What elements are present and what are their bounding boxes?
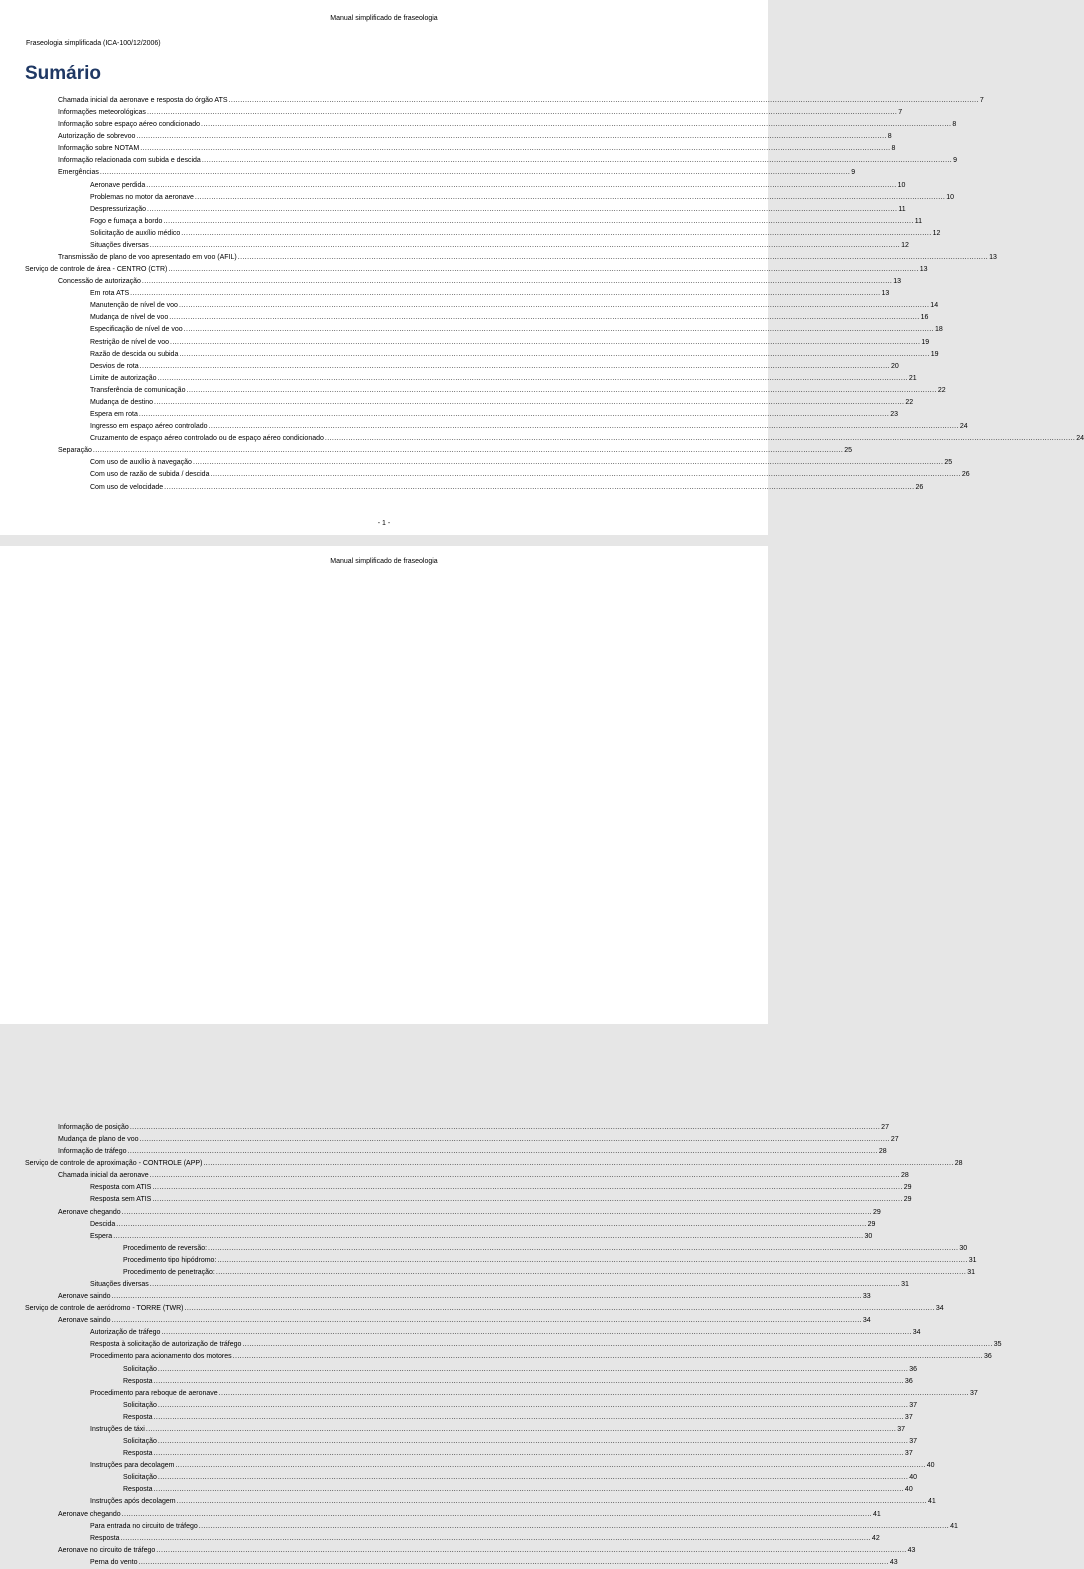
toc-page-number: 8 (952, 121, 957, 129)
toc-entry[interactable] (0, 409, 898, 421)
toc-entry-label: Mudança de nível de voo (90, 314, 169, 322)
toc-page-number: 36 (983, 1353, 992, 1361)
toc-entry-label: Instruções para decolagem (90, 1462, 175, 1470)
toc-entry-label: Cruzamento de espaço aéreo controlado ou de espaço aéreo condicionado (90, 435, 324, 443)
toc-entry[interactable] (0, 155, 958, 167)
toc-entry[interactable] (0, 216, 923, 228)
toc-page-number: 13 (881, 290, 890, 298)
toc-dot-leader (138, 1557, 888, 1569)
toc-page-number: 31 (967, 1268, 975, 1276)
toc-dot-leader (169, 312, 919, 324)
toc-page-number: 30 (864, 1232, 873, 1240)
toc-entry[interactable] (0, 469, 970, 481)
toc-entry-label: Espera (90, 1232, 113, 1240)
toc-page-number: 10 (897, 181, 906, 189)
toc-entry[interactable] (0, 1194, 912, 1206)
toc-dot-leader (142, 276, 892, 288)
table-of-contents (0, 95, 1084, 494)
toc-page-number: 30 (959, 1244, 968, 1252)
toc-page-number: 8 (887, 133, 892, 141)
toc-page-number: 28 (954, 1160, 963, 1168)
page-number-footer: - 1 - (377, 520, 391, 527)
toc-entry[interactable] (0, 300, 939, 312)
document-page-1 (0, 0, 1084, 535)
toc-entry[interactable] (0, 1533, 880, 1545)
toc-dot-leader (150, 240, 900, 252)
toc-page-number: 25 (844, 447, 852, 455)
toc-page-number: 12 (901, 241, 909, 249)
toc-dot-leader (195, 192, 945, 204)
toc-entry-label: Para entrada no circuito de tráfego (90, 1522, 198, 1530)
toc-dot-leader (140, 143, 890, 155)
toc-dot-leader (208, 1243, 958, 1255)
toc-dot-leader (203, 1158, 953, 1170)
toc-entry[interactable] (0, 1448, 913, 1460)
toc-dot-leader (179, 349, 929, 361)
toc-entry[interactable] (0, 1303, 944, 1315)
toc-page-number: 33 (862, 1293, 871, 1301)
toc-dot-leader (152, 1194, 902, 1206)
toc-entry-label: Mudança de plano de voo (58, 1136, 139, 1144)
toc-entry[interactable] (0, 397, 914, 409)
toc-entry[interactable] (0, 1279, 909, 1291)
toc-entry[interactable] (0, 1146, 887, 1158)
toc-entry[interactable] (0, 433, 1084, 445)
toc-entry[interactable] (0, 1122, 889, 1134)
toc-dot-leader (150, 1279, 900, 1291)
toc-dot-leader (122, 1509, 872, 1521)
toc-entry-label: Situações diversas (90, 1281, 149, 1289)
toc-entry-label: Procedimento de penetração: (123, 1268, 215, 1276)
toc-entry[interactable] (0, 1243, 968, 1255)
toc-page-number: 25 (944, 459, 953, 467)
toc-entry-label: Serviço de controle de aeródromo - TORRE (TWR) (25, 1305, 184, 1313)
toc-entry[interactable] (0, 1376, 913, 1388)
toc-entry-label: Procedimento de reversão: (123, 1244, 208, 1252)
toc-dot-leader (154, 1412, 904, 1424)
toc-page-number: 42 (871, 1534, 880, 1542)
toc-entry-label: Procedimento tipo hipódromo: (123, 1256, 217, 1264)
toc-entry[interactable] (0, 457, 953, 469)
toc-dot-leader (154, 1484, 904, 1496)
toc-dot-leader (181, 228, 931, 240)
toc-entry-label: Informação relacionada com subida e descida (58, 157, 201, 165)
toc-dot-leader (154, 397, 904, 409)
toc-entry-label: Aeronave chegando (58, 1208, 121, 1216)
toc-page-number: 13 (989, 254, 997, 262)
toc-entry-label: Desvios de rota (90, 362, 139, 370)
toc-entry-label: Fogo e fumaça a bordo (90, 217, 163, 225)
toc-entry[interactable] (0, 1327, 921, 1339)
toc-page-number: 21 (908, 374, 917, 382)
toc-entry-label: Resposta sem ATIS (90, 1196, 152, 1204)
toc-page-number: 11 (898, 205, 906, 213)
toc-entry[interactable] (0, 1231, 873, 1243)
toc-entry-label: Resposta (90, 1534, 120, 1542)
toc-page-number: 37 (909, 1438, 917, 1446)
toc-dot-leader (154, 1376, 904, 1388)
toc-entry[interactable] (0, 1315, 871, 1327)
toc-entry[interactable] (0, 143, 896, 155)
toc-entry-label: Informação de posição (58, 1124, 129, 1131)
toc-dot-leader (186, 385, 936, 397)
toc-page-number: 13 (919, 266, 928, 274)
toc-entry-label: Resposta (123, 1377, 153, 1385)
toc-entry[interactable] (0, 1339, 1002, 1351)
toc-page-number: 37 (970, 1389, 978, 1397)
toc-entry-label: Solicitação (123, 1438, 157, 1446)
toc-dot-leader (179, 300, 929, 312)
toc-entry[interactable] (0, 1182, 912, 1194)
toc-page-number: 14 (930, 302, 939, 310)
toc-page-number: 28 (878, 1148, 887, 1156)
page-title: Sumário (25, 63, 102, 84)
toc-page-number: 35 (993, 1341, 1002, 1349)
toc-entry[interactable] (0, 1521, 958, 1533)
toc-entry-label: Resposta com ATIS (90, 1184, 152, 1192)
toc-dot-leader (233, 1351, 983, 1363)
toc-entry[interactable] (0, 1484, 913, 1496)
toc-dot-leader (146, 180, 896, 192)
toc-dot-leader (210, 469, 960, 481)
toc-page-number: 29 (903, 1184, 912, 1192)
toc-entry[interactable] (0, 1364, 917, 1376)
toc-entry[interactable] (0, 1351, 992, 1363)
toc-dot-leader (140, 1134, 890, 1146)
toc-entry-label: Aeronave saindo (58, 1293, 111, 1301)
toc-page-number: 26 (961, 471, 970, 479)
toc-page-number: 20 (890, 362, 899, 370)
toc-page-number: 27 (881, 1124, 889, 1131)
toc-entry-label: Informação de tráfego (58, 1148, 127, 1156)
toc-entry-label: Descida (90, 1220, 116, 1228)
toc-entry-label: Mudança de destino (90, 398, 154, 406)
toc-dot-leader (146, 1424, 896, 1436)
toc-entry[interactable] (0, 1412, 913, 1424)
toc-page-number: 36 (909, 1365, 917, 1373)
toc-entry[interactable] (0, 1400, 917, 1412)
toc-page-number: 27 (890, 1136, 899, 1144)
toc-page-number: 13 (893, 278, 902, 286)
toc-entry-label: Resposta (123, 1486, 153, 1494)
toc-entry-label: Procedimento para acionamento dos motores (90, 1353, 232, 1361)
toc-dot-leader (122, 1207, 872, 1219)
toc-entry[interactable] (0, 119, 957, 131)
toc-dot-leader (112, 1315, 862, 1327)
toc-dot-leader (201, 119, 951, 131)
toc-entry[interactable] (0, 1170, 909, 1182)
toc-page-number: 26 (915, 483, 924, 491)
running-header: Manual simplificado de fraseologia (330, 15, 438, 22)
toc-page-number: 22 (905, 398, 914, 406)
toc-page-number: 31 (968, 1256, 977, 1264)
toc-page-number: 36 (904, 1377, 913, 1385)
toc-page-number: 43 (889, 1558, 898, 1566)
toc-entry-label: Perna do vento (90, 1558, 138, 1566)
toc-entry-label: Serviço de controle de área - CENTRO (CTR) (25, 266, 168, 274)
toc-entry-label: Restrição de nível de voo (90, 338, 169, 346)
toc-page-number: 23 (890, 411, 898, 419)
toc-entry-label: Problemas no motor da aeronave (90, 193, 194, 201)
toc-dot-leader (175, 1460, 925, 1472)
toc-page-number: 40 (926, 1462, 935, 1470)
toc-page-number: 37 (909, 1401, 917, 1409)
toc-page-number: 29 (903, 1196, 912, 1204)
toc-entry-label: Instruções de táxi (90, 1425, 145, 1433)
toc-page-number: 24 (959, 423, 968, 431)
toc-dot-leader (130, 1122, 880, 1134)
toc-dot-leader (121, 1533, 871, 1545)
document-page-2 (0, 546, 1002, 1566)
toc-dot-leader (116, 1219, 866, 1231)
toc-entry[interactable] (0, 1207, 881, 1219)
toc-page-number: 19 (921, 338, 930, 346)
toc-page-number: 7 (898, 109, 903, 117)
toc-dot-leader (150, 1170, 900, 1182)
toc-page-number: 11 (914, 217, 923, 225)
toc-entry[interactable] (0, 131, 892, 143)
toc-entry[interactable] (0, 1424, 906, 1436)
toc-dot-leader (93, 445, 843, 457)
toc-dot-leader (164, 482, 914, 494)
toc-page-number: 28 (901, 1172, 909, 1180)
toc-entry[interactable] (0, 1460, 935, 1472)
toc-entry[interactable] (0, 1255, 977, 1267)
toc-entry-label: Serviço de controle de aproximação - CONTROLE (APP) (25, 1160, 203, 1168)
toc-entry[interactable] (0, 167, 856, 179)
document-subtitle: Fraseologia simplificada (ICA-100/12/2006) (26, 40, 161, 47)
toc-entry-label: Manutenção de nível de voo (90, 302, 178, 310)
toc-dot-leader (158, 1436, 908, 1448)
toc-entry[interactable] (0, 482, 924, 494)
toc-entry[interactable] (0, 1496, 936, 1508)
toc-entry-label: Instruções após decolagem (90, 1498, 176, 1506)
toc-page-number: 29 (873, 1208, 881, 1216)
toc-dot-leader (184, 1303, 934, 1315)
toc-entry-label: Resposta (123, 1450, 153, 1458)
toc-entry[interactable] (0, 1267, 975, 1279)
toc-page-number: 34 (912, 1329, 921, 1337)
toc-dot-leader (168, 264, 918, 276)
toc-dot-leader (209, 421, 959, 433)
toc-entry[interactable] (0, 1158, 963, 1170)
toc-dot-leader (158, 1364, 908, 1376)
toc-entry-label: Solicitação (123, 1365, 157, 1373)
toc-entry-label: Em rota ATS (90, 290, 130, 298)
toc-page-number: 19 (930, 350, 939, 358)
toc-dot-leader (219, 1388, 969, 1400)
toc-entry[interactable] (0, 1545, 916, 1557)
toc-entry[interactable] (0, 228, 941, 240)
toc-page-number: 29 (867, 1220, 876, 1228)
toc-entry[interactable] (0, 361, 899, 373)
toc-dot-leader (242, 1339, 992, 1351)
toc-entry[interactable] (0, 264, 928, 276)
toc-entry[interactable] (0, 337, 930, 349)
toc-entry-label: Solicitação (123, 1474, 157, 1482)
toc-dot-leader (193, 457, 943, 469)
toc-page-number: 7 (979, 97, 984, 104)
running-header: Manual simplificado de fraseologia (330, 558, 438, 565)
toc-entry-label: Com uso de auxílio à navegação (90, 459, 192, 467)
toc-entry-label: Aeronave chegando (58, 1510, 121, 1518)
toc-entry-label: Autorização de sobrevoo (58, 133, 136, 141)
toc-entry-label: Limite de autorização (90, 374, 157, 382)
toc-entry[interactable] (0, 445, 852, 457)
toc-entry-label: Informações meteorológicas (58, 109, 146, 117)
toc-page-number: 40 (904, 1486, 913, 1494)
toc-dot-leader (156, 1545, 906, 1557)
toc-page-number: 40 (909, 1474, 917, 1482)
toc-page-number: 34 (935, 1305, 944, 1313)
toc-dot-leader (154, 1448, 904, 1460)
toc-page-number: 37 (897, 1425, 906, 1433)
toc-page-number: 9 (953, 157, 958, 165)
toc-entry-label: Transmissão de plano de voo apresentado em voo (AFIL) (58, 254, 237, 262)
toc-dot-leader (177, 1496, 927, 1508)
toc-entry-label: Transferência de comunicação (90, 386, 186, 394)
toc-page-number: 10 (946, 193, 955, 201)
toc-entry[interactable] (0, 1134, 899, 1146)
toc-entry-label: Autorização de tráfego (90, 1329, 161, 1337)
toc-dot-leader (199, 1521, 949, 1533)
toc-entry-label: Espera em rota (90, 411, 138, 419)
toc-entry[interactable] (0, 204, 906, 216)
toc-page-number: 37 (904, 1413, 913, 1421)
toc-entry[interactable] (0, 1291, 871, 1303)
toc-page-number: 22 (937, 386, 946, 394)
toc-dot-leader (325, 433, 1075, 445)
toc-dot-leader (152, 1182, 902, 1194)
toc-entry[interactable] (0, 324, 943, 336)
toc-page-number: 24 (1076, 435, 1084, 443)
toc-dot-leader (161, 1327, 911, 1339)
toc-dot-leader (136, 131, 886, 143)
toc-entry-label: Aeronave saindo (58, 1317, 111, 1325)
toc-entry[interactable] (0, 240, 909, 252)
toc-entry-label: Solicitação de auxílio médico (90, 229, 181, 237)
toc-entry[interactable] (0, 312, 929, 324)
toc-entry-label: Ingresso em espaço aéreo controlado (90, 423, 208, 431)
toc-entry[interactable] (0, 95, 984, 107)
toc-entry[interactable] (0, 349, 939, 361)
toc-dot-leader (112, 1291, 862, 1303)
toc-page-number: 41 (873, 1510, 881, 1518)
toc-dot-leader (202, 155, 952, 167)
toc-entry[interactable] (0, 1557, 898, 1569)
toc-entry[interactable] (0, 252, 997, 264)
toc-entry-label: Especificação de nível de voo (90, 326, 183, 334)
toc-entry-label: Com uso de razão de subida / descida (90, 471, 210, 479)
toc-page-number: 41 (950, 1522, 958, 1530)
toc-dot-leader (113, 1231, 863, 1243)
toc-entry[interactable] (0, 385, 946, 397)
toc-dot-leader (216, 1267, 966, 1279)
toc-entry-label: Situações diversas (90, 241, 149, 249)
toc-dot-leader (158, 1472, 908, 1484)
toc-page-number: 18 (934, 326, 943, 334)
toc-entry[interactable] (0, 180, 906, 192)
toc-entry-label: Informação sobre espaço aéreo condicionado (58, 121, 201, 129)
toc-dot-leader (147, 107, 897, 119)
toc-page-number: 12 (932, 229, 941, 237)
toc-page-number: 8 (891, 145, 896, 153)
toc-dot-leader (184, 324, 934, 336)
toc-entry-label: Aeronave perdida (90, 181, 146, 189)
toc-entry[interactable] (0, 421, 968, 433)
toc-entry-label: Solicitação (123, 1401, 157, 1409)
toc-dot-leader (158, 373, 908, 385)
toc-entry-label: Resposta (123, 1413, 153, 1421)
toc-entry-label: Emergências (58, 169, 99, 177)
toc-dot-leader (147, 204, 897, 216)
toc-entry-label: Razão de descida ou subida (90, 350, 179, 358)
toc-entry-label: Informação sobre NOTAM (58, 145, 140, 153)
toc-entry[interactable] (0, 192, 955, 204)
toc-entry[interactable] (0, 1509, 881, 1521)
toc-dot-leader (238, 252, 988, 264)
toc-page-number: 43 (907, 1546, 916, 1554)
toc-page-number: 9 (851, 169, 856, 177)
toc-entry-label: Com uso de velocidade (90, 483, 164, 491)
toc-entry[interactable] (0, 107, 903, 119)
toc-entry-label: Separação (58, 447, 92, 455)
toc-dot-leader (158, 1400, 908, 1412)
toc-entry[interactable] (0, 1388, 978, 1400)
table-of-contents (0, 1122, 1002, 1569)
toc-entry[interactable] (0, 1436, 917, 1448)
toc-entry-label: Resposta à solicitação de autorização de tráfego (90, 1341, 242, 1349)
toc-page-number: 16 (920, 314, 929, 322)
toc-page-number: 37 (904, 1450, 913, 1458)
toc-dot-leader (229, 95, 979, 107)
toc-entry-label: Concessão de autorização (58, 278, 141, 286)
toc-page-number: 41 (927, 1498, 936, 1506)
toc-dot-leader (139, 409, 889, 421)
toc-entry[interactable] (0, 373, 917, 385)
toc-entry[interactable] (0, 276, 902, 288)
toc-dot-leader (100, 167, 850, 179)
toc-dot-leader (140, 361, 890, 373)
toc-page-number: 34 (862, 1317, 871, 1325)
toc-entry-label: Chamada inicial da aeronave e resposta do órgão ATS (58, 97, 228, 104)
toc-dot-leader (170, 337, 920, 349)
toc-entry-label: Aeronave no circuito de tráfego (58, 1546, 156, 1554)
toc-entry[interactable] (0, 288, 890, 300)
toc-dot-leader (130, 288, 880, 300)
toc-page-number: 31 (901, 1281, 909, 1289)
toc-entry-label: Chamada inicial da aeronave (58, 1172, 149, 1180)
toc-entry[interactable] (0, 1219, 876, 1231)
toc-dot-leader (217, 1255, 967, 1267)
toc-entry[interactable] (0, 1472, 917, 1484)
toc-dot-leader (128, 1146, 878, 1158)
toc-dot-leader (163, 216, 913, 228)
toc-entry-label: Despressurização (90, 205, 147, 213)
toc-entry-label: Procedimento para reboque de aeronave (90, 1389, 218, 1397)
